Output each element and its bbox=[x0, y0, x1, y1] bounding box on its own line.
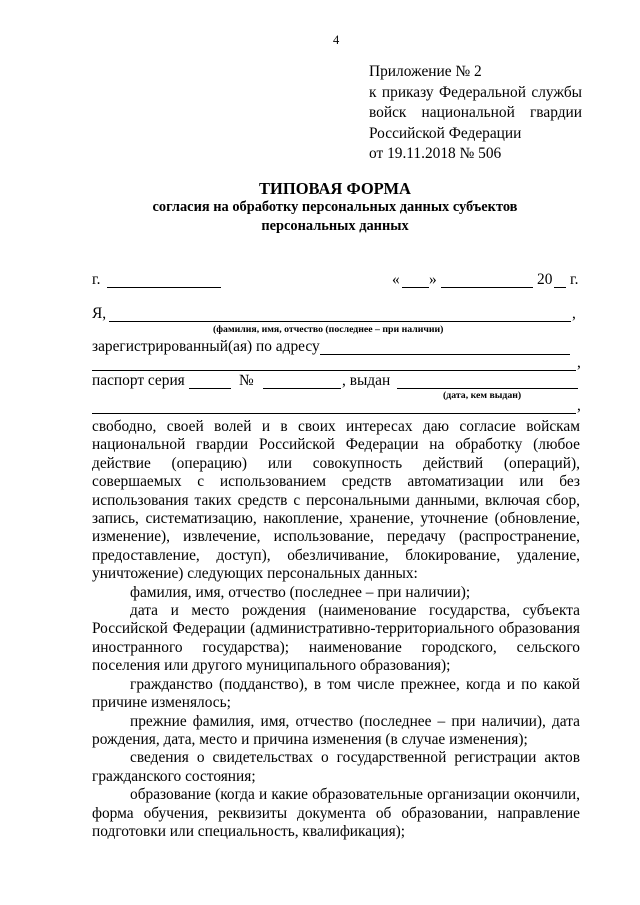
address-field-1[interactable] bbox=[320, 338, 570, 355]
passport-number-label: № bbox=[239, 372, 254, 389]
consent-text bbox=[92, 418, 580, 841]
fio-caption: (фамилия, имя, отчество (последнее – при наличии) bbox=[213, 324, 444, 335]
year-field[interactable] bbox=[554, 271, 566, 288]
appendix-header bbox=[369, 62, 582, 165]
registered-label: зарегистрированный(ая) по адресу bbox=[92, 338, 320, 355]
page-number: 4 bbox=[333, 33, 340, 47]
passport-number-field[interactable] bbox=[263, 372, 341, 389]
issued-field[interactable] bbox=[397, 372, 578, 389]
address-comma: , bbox=[577, 354, 581, 371]
passport-series-label: паспорт серия bbox=[92, 372, 185, 389]
appendix-line-2: к приказу Федеральной службы bbox=[369, 83, 582, 101]
document-title bbox=[92, 179, 578, 236]
year-suffix: г. bbox=[570, 271, 579, 288]
date-quote-open: « bbox=[392, 271, 400, 288]
appendix-line-1: Приложение № 2 bbox=[369, 63, 482, 80]
title-main: ТИПОВАЯ ФОРМА bbox=[259, 179, 411, 198]
title-subtitle-2: персональных данных bbox=[261, 218, 409, 234]
appendix-line-5: от 19.11.2018 № 506 bbox=[369, 145, 502, 162]
date-quote-close: » bbox=[429, 271, 437, 288]
city-field[interactable] bbox=[107, 271, 221, 288]
passport-series-field[interactable] bbox=[189, 372, 231, 389]
consent-item-fio: фамилия, имя, отчество (последнее – при наличии); bbox=[130, 583, 471, 601]
issued-label: , выдан bbox=[342, 372, 391, 389]
consent-item-citizenship: гражданство (подданство), в том числе прежнее, когда и по какой причине изменялось; bbox=[92, 675, 580, 712]
issued-caption: (дата, кем выдан) bbox=[443, 390, 522, 401]
fio-field[interactable] bbox=[109, 305, 571, 322]
address-field-2[interactable] bbox=[92, 354, 576, 371]
month-field[interactable] bbox=[441, 271, 533, 288]
fio-comma: , bbox=[572, 305, 576, 322]
appendix-line-3: войск национальной гвардии bbox=[369, 104, 582, 121]
day-field[interactable] bbox=[402, 271, 429, 288]
consent-paragraph-1: свободно, своей волей и в своих интересах даю согласие войскам национальной гвардии Российской Федерации на обработку (любое действие (операцию) или совокупность действий (операций), совершаемых с использованием средств автоматизации или без использования таких средств с персональными данными, включая сбор, запись, систематизацию, накопление, хранение, уточнение (обновление, изменение), извлечение, использование, передачу (распространение, предоставление, доступ), обезличивание, блокирование, удаление, уничтожение) следующих персональных данных: bbox=[92, 418, 580, 583]
city-prefix: г. bbox=[92, 271, 101, 288]
consent-item-birth: дата и место рождения (наименование государства, субъекта Российской Федерации (административно-территориального образования иностранного государства); наименование городского, сельского поселения или другого муниципального образования); bbox=[92, 602, 580, 675]
issued-field-2[interactable] bbox=[92, 397, 576, 414]
title-subtitle-1: согласия на обработку персональных данных субъектов bbox=[152, 199, 518, 215]
consent-item-education: образование (когда и какие образовательные организации окончили, форма обучения, реквизиты документа об образовании, направление подготовки или специальность, квалификация); bbox=[92, 786, 580, 840]
appendix-line-4: Российской Федерации bbox=[369, 124, 522, 142]
consent-item-civil-acts: сведения о свидетельствах о государственной регистрации актов гражданского состояния; bbox=[92, 749, 580, 785]
i-label: Я, bbox=[92, 305, 107, 322]
year-prefix: 20 bbox=[537, 271, 553, 288]
consent-item-previous-names: прежние фамилия, имя, отчество (последнее – при наличии), дата рождения, дата, место и причина изменения (в случае изменения); bbox=[92, 712, 580, 748]
issued-comma: , bbox=[577, 397, 581, 414]
